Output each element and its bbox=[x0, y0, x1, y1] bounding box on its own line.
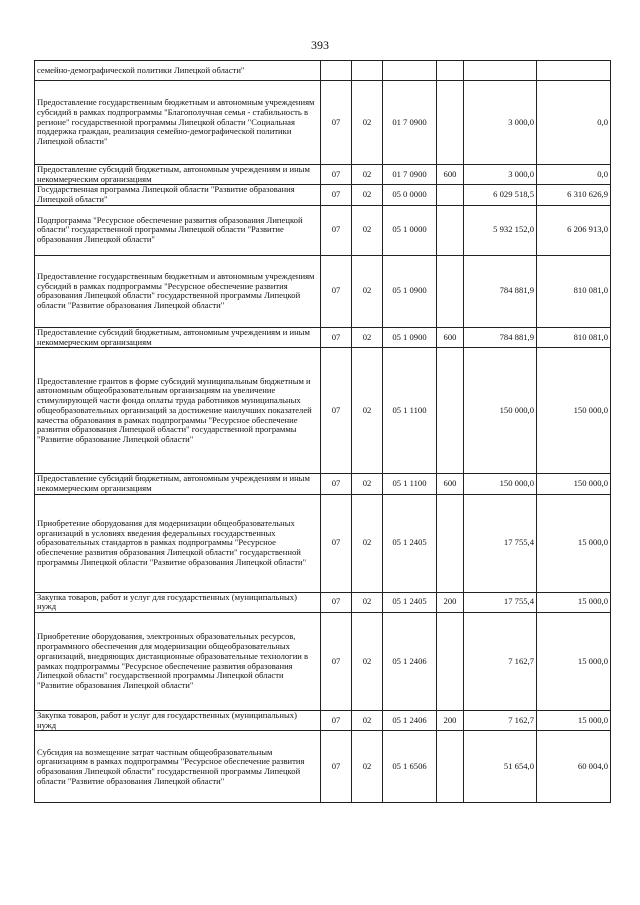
cell-amount-year1 bbox=[464, 61, 537, 81]
cell-description: Приобретение оборудования для модернизации общеобразовательных организаций в условиях введения федеральных государственных образовательных стандартов в рамках подпрограммы "Ресурсное обеспечение развития образования Липецкой области" государственной программы Липецкой области "Развитие образования Липецкой области" bbox=[35, 494, 321, 592]
cell-subsection: 02 bbox=[352, 494, 383, 592]
cell-target-article: 05 1 2405 bbox=[383, 494, 437, 592]
cell-section: 07 bbox=[321, 711, 352, 731]
cell-description: Закупка товаров, работ и услуг для государственных (муниципальных) нужд bbox=[35, 592, 321, 612]
cell-expense-type bbox=[437, 348, 464, 474]
cell-subsection: 02 bbox=[352, 205, 383, 255]
cell-expense-type: 200 bbox=[437, 592, 464, 612]
table-row bbox=[35, 205, 611, 255]
cell-subsection: 02 bbox=[352, 81, 383, 165]
cell-expense-type bbox=[437, 205, 464, 255]
cell-amount-year1: 150 000,0 bbox=[464, 474, 537, 494]
cell-amount-year2: 15 000,0 bbox=[537, 613, 611, 711]
cell-expense-type bbox=[437, 81, 464, 165]
table-row bbox=[35, 81, 611, 165]
cell-expense-type: 200 bbox=[437, 711, 464, 731]
cell-section: 07 bbox=[321, 185, 352, 205]
cell-amount-year2: 15 000,0 bbox=[537, 494, 611, 592]
cell-section: 07 bbox=[321, 255, 352, 327]
cell-section: 07 bbox=[321, 165, 352, 185]
cell-amount-year2: 6 310 626,9 bbox=[537, 185, 611, 205]
cell-subsection: 02 bbox=[352, 348, 383, 474]
cell-section bbox=[321, 61, 352, 81]
cell-section: 07 bbox=[321, 474, 352, 494]
cell-section: 07 bbox=[321, 81, 352, 165]
table-row bbox=[35, 613, 611, 711]
cell-section: 07 bbox=[321, 494, 352, 592]
cell-amount-year1: 3 000,0 bbox=[464, 81, 537, 165]
table-row bbox=[35, 592, 611, 612]
cell-amount-year1: 17 755,4 bbox=[464, 592, 537, 612]
cell-subsection bbox=[352, 61, 383, 81]
cell-amount-year1: 7 162,7 bbox=[464, 613, 537, 711]
cell-target-article: 05 1 6506 bbox=[383, 731, 437, 803]
cell-section: 07 bbox=[321, 613, 352, 711]
table-row bbox=[35, 731, 611, 803]
cell-amount-year2: 0,0 bbox=[537, 81, 611, 165]
table-row bbox=[35, 61, 611, 81]
table-row bbox=[35, 474, 611, 494]
cell-expense-type bbox=[437, 731, 464, 803]
cell-amount-year2: 60 004,0 bbox=[537, 731, 611, 803]
cell-subsection: 02 bbox=[352, 711, 383, 731]
cell-target-article: 05 1 0900 bbox=[383, 327, 437, 347]
cell-amount-year2: 15 000,0 bbox=[537, 592, 611, 612]
budget-table bbox=[34, 60, 611, 803]
table-row bbox=[35, 494, 611, 592]
cell-target-article: 05 1 1100 bbox=[383, 348, 437, 474]
cell-target-article bbox=[383, 61, 437, 81]
table-row bbox=[35, 327, 611, 347]
cell-target-article: 05 1 1100 bbox=[383, 474, 437, 494]
cell-amount-year2: 150 000,0 bbox=[537, 348, 611, 474]
cell-amount-year2: 810 081,0 bbox=[537, 255, 611, 327]
cell-amount-year1: 6 029 518,5 bbox=[464, 185, 537, 205]
cell-subsection: 02 bbox=[352, 592, 383, 612]
cell-amount-year2: 0,0 bbox=[537, 165, 611, 185]
cell-expense-type: 600 bbox=[437, 165, 464, 185]
cell-amount-year1: 7 162,7 bbox=[464, 711, 537, 731]
cell-amount-year2 bbox=[537, 61, 611, 81]
cell-subsection: 02 bbox=[352, 474, 383, 494]
table-row bbox=[35, 165, 611, 185]
page-number: 393 bbox=[311, 38, 329, 52]
cell-target-article: 01 7 0900 bbox=[383, 165, 437, 185]
table-row bbox=[35, 711, 611, 731]
cell-section: 07 bbox=[321, 205, 352, 255]
cell-section: 07 bbox=[321, 731, 352, 803]
table-row bbox=[35, 348, 611, 474]
cell-subsection: 02 bbox=[352, 165, 383, 185]
cell-description: Предоставление субсидий бюджетным, автономным учреждениям и иным некоммерческим организациям bbox=[35, 474, 321, 494]
cell-section: 07 bbox=[321, 348, 352, 474]
cell-section: 07 bbox=[321, 327, 352, 347]
cell-amount-year2: 810 081,0 bbox=[537, 327, 611, 347]
cell-description: Предоставление государственным бюджетным и автономным учреждениям субсидий в рамках подпрограммы "Ресурсное обеспечение развития образования Липецкой области" государственной программы Липецкой области "Развитие образования Липецкой области" bbox=[35, 255, 321, 327]
cell-target-article: 05 1 0900 bbox=[383, 255, 437, 327]
cell-amount-year1: 784 881,9 bbox=[464, 327, 537, 347]
cell-subsection: 02 bbox=[352, 255, 383, 327]
cell-amount-year2: 15 000,0 bbox=[537, 711, 611, 731]
cell-description: Предоставление субсидий бюджетным, автономным учреждениям и иным некоммерческим организациям bbox=[35, 165, 321, 185]
cell-target-article: 05 1 2405 bbox=[383, 592, 437, 612]
cell-expense-type bbox=[437, 255, 464, 327]
cell-expense-type bbox=[437, 185, 464, 205]
cell-expense-type bbox=[437, 613, 464, 711]
cell-subsection: 02 bbox=[352, 327, 383, 347]
cell-amount-year1: 784 881,9 bbox=[464, 255, 537, 327]
cell-target-article: 01 7 0900 bbox=[383, 81, 437, 165]
cell-expense-type: 600 bbox=[437, 474, 464, 494]
cell-target-article: 05 1 0000 bbox=[383, 205, 437, 255]
cell-subsection: 02 bbox=[352, 613, 383, 711]
cell-subsection: 02 bbox=[352, 731, 383, 803]
cell-description: семейно-демографической политики Липецкой области" bbox=[35, 61, 321, 81]
cell-description: Предоставление грантов в форме субсидий муниципальным бюджетным и автономным общеобразовательным организациям на увеличение стимулирующей части фонда оплаты труда работников муниципальных общеобразовательных организаций за достижение наилучших показателей качества образования в рамках подпрограммы "Ресурсное обеспечение развития образования Липецкой области" государственной программы "Развитие образование Липецкой области" bbox=[35, 348, 321, 474]
table-row bbox=[35, 255, 611, 327]
cell-expense-type: 600 bbox=[437, 327, 464, 347]
cell-amount-year1: 17 755,4 bbox=[464, 494, 537, 592]
cell-amount-year2: 150 000,0 bbox=[537, 474, 611, 494]
cell-subsection: 02 bbox=[352, 185, 383, 205]
cell-amount-year2: 6 206 913,0 bbox=[537, 205, 611, 255]
table-row bbox=[35, 185, 611, 205]
cell-description: Предоставление государственным бюджетным и автономным учреждениям субсидий в рамках подпрограммы "Благополучная семья - стабильность в регионе" государственной программы Липецкой области "Социальная поддержка граждан, реализация семейно-демографической политики Липецкой области" bbox=[35, 81, 321, 165]
cell-description: Субсидия на возмещение затрат частным общеобразовательным организациям в рамках подпрограммы "Ресурсное обеспечение развития образования Липецкой области" государственной программы Липецкой области "Развитие образования Липецкой области" bbox=[35, 731, 321, 803]
cell-section: 07 bbox=[321, 592, 352, 612]
cell-target-article: 05 1 2406 bbox=[383, 711, 437, 731]
cell-description: Подпрограмма "Ресурсное обеспечение развития образования Липецкой области" государственной программы Липецкой области "Развитие образования Липецкой области" bbox=[35, 205, 321, 255]
cell-amount-year1: 5 932 152,0 bbox=[464, 205, 537, 255]
cell-expense-type bbox=[437, 494, 464, 592]
cell-description: Предоставление субсидий бюджетным, автономным учреждениям и иным некоммерческим организациям bbox=[35, 327, 321, 347]
cell-amount-year1: 3 000,0 bbox=[464, 165, 537, 185]
cell-description: Государственная программа Липецкой области "Развитие образования Липецкой области" bbox=[35, 185, 321, 205]
cell-target-article: 05 1 2406 bbox=[383, 613, 437, 711]
cell-description: Приобретение оборудования, электронных образовательных ресурсов, программного обеспечения для модернизации общеобразовательных организаций, внедряющих дистанционные образовательные технологии в рамках подпрограммы "Ресурсное обеспечение развития образования Липецкой области" государственной программы Липецкой области "Развитие образования Липецкой области" bbox=[35, 613, 321, 711]
cell-description: Закупка товаров, работ и услуг для государственных (муниципальных) нужд bbox=[35, 711, 321, 731]
cell-target-article: 05 0 0000 bbox=[383, 185, 437, 205]
cell-amount-year1: 150 000,0 bbox=[464, 348, 537, 474]
cell-expense-type bbox=[437, 61, 464, 81]
cell-amount-year1: 51 654,0 bbox=[464, 731, 537, 803]
